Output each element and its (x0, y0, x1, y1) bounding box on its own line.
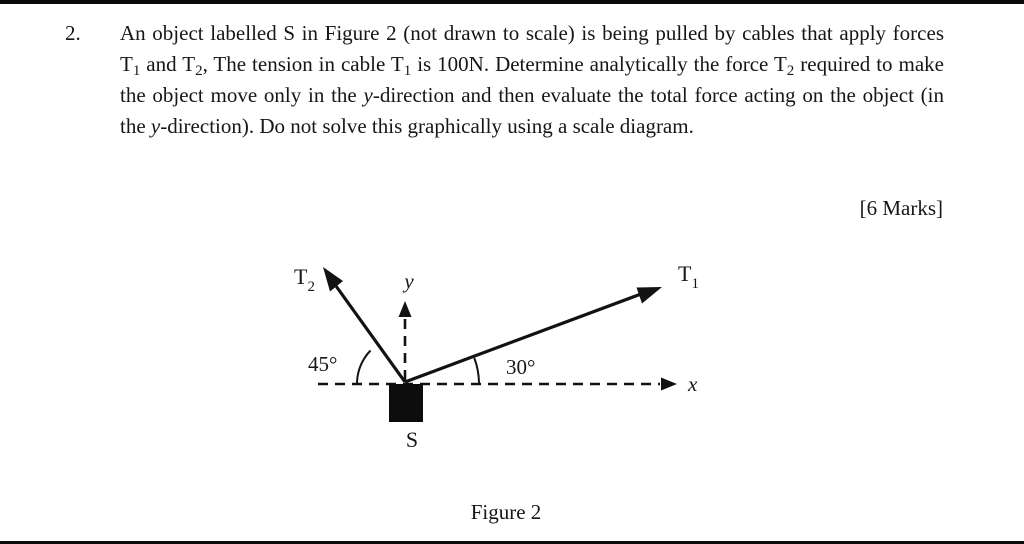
figure-caption: Figure 2 (470, 500, 542, 524)
t1-label (678, 261, 699, 292)
t1-label-sub: 1 (691, 276, 699, 292)
marks-label: [6 Marks] (859, 196, 943, 220)
y-axis-arrowhead (399, 301, 412, 317)
t2-label-main: T (294, 264, 308, 289)
t1-subscript: 1 (403, 63, 412, 79)
question-number: 2. (65, 21, 81, 45)
angle-30-arc (474, 358, 479, 384)
question-text-part: -direction). Do not solve this graphically using a scale diagram. (160, 114, 694, 138)
angle-45-arc (357, 351, 371, 385)
t1-subscript: 1 (132, 63, 141, 79)
t2-subscript: 2 (195, 63, 203, 79)
italic-y: y (150, 114, 161, 138)
question-text-part: An object labelled S in Figure 2 (not drawn to scale) is being pulled by cables that apply forces T (120, 21, 944, 76)
question-text-part: , The tension in cable T (202, 52, 404, 76)
t1-label-main: T (678, 261, 692, 286)
t2-label-sub: 2 (307, 279, 315, 295)
t2-subscript: 2 (786, 63, 795, 79)
x-axis-label: x (688, 372, 698, 396)
question-text-part: and T (140, 52, 196, 76)
question-text-part: -direction and then evaluate the total force acting on the object (in the (120, 83, 944, 138)
object-s-square (389, 384, 423, 422)
x-axis-arrowhead (661, 378, 677, 391)
t2-label (294, 264, 315, 295)
italic-y: y (363, 83, 373, 107)
object-s-label: S (405, 427, 419, 452)
angle-45-label: 45° (308, 352, 338, 376)
t2-vector-line (336, 286, 405, 382)
question-text-part: is 100N. Determine analytically the force T (411, 52, 787, 76)
y-axis-label: y (404, 269, 414, 293)
angle-30-label: 30° (506, 355, 536, 379)
t1-arrowhead (637, 287, 663, 304)
t2-arrowhead (323, 267, 343, 292)
question-text-part: required to make the object move only in the (120, 52, 945, 107)
